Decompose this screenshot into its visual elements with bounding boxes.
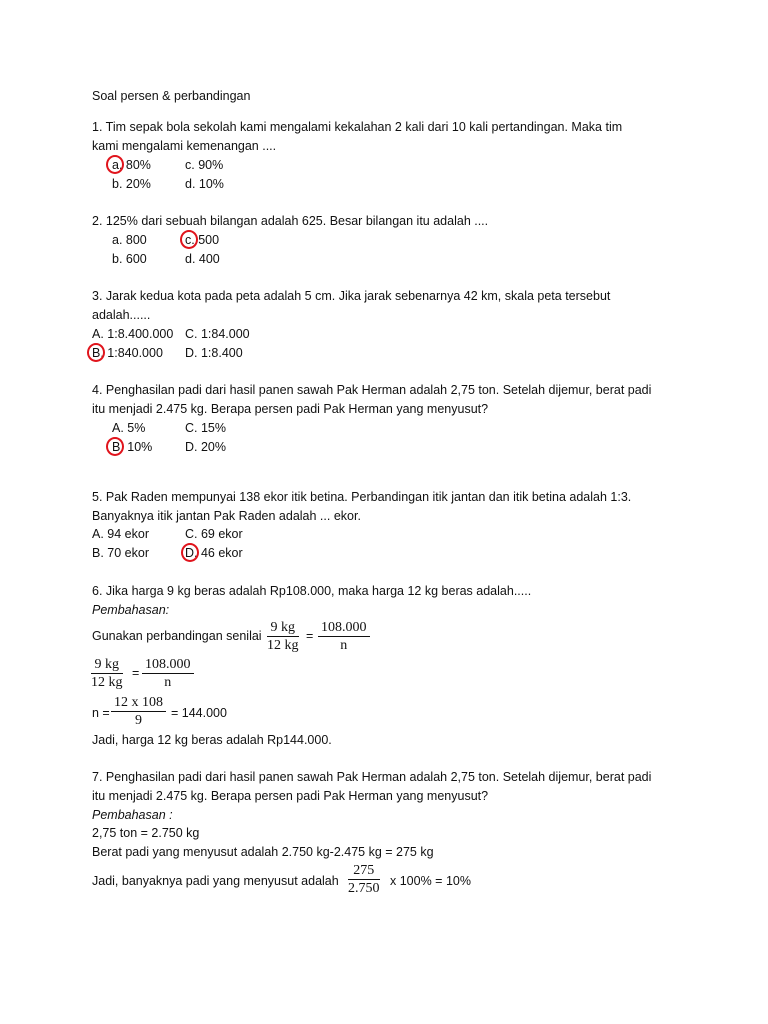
q1-option-c: c. 90%: [185, 158, 224, 172]
q7-conclusion: Jadi, banyaknya padi yang menyusut adalah: [92, 874, 339, 888]
equals-sign: =: [306, 629, 314, 643]
fraction: [111, 694, 166, 729]
fraction-denominator: 9: [135, 713, 142, 728]
q4-option-c: C. 15%: [185, 421, 226, 435]
q1-text-line1: 1. Tim sepak bola sekolah kami mengalami kekalahan 2 kali dari 10 kali pertandingan. Maka tim: [92, 120, 623, 134]
answer-circle-mark: [180, 230, 198, 249]
fraction: [91, 656, 123, 691]
q3-option-d: D. 1:8.400: [185, 346, 243, 360]
q5-text-line2: Banyaknya itik jantan Pak Raden adalah ... ekor.: [92, 509, 361, 523]
q3-option-a: A. 1:8.400.000: [92, 327, 174, 341]
q4-option-b: B. 10%: [112, 440, 153, 454]
q6-text: 6. Jika harga 9 kg beras adalah Rp108.000, maka harga 12 kg beras adalah.....: [92, 584, 532, 598]
answer-circle-mark: [87, 343, 105, 362]
q3-text-line2: adalah......: [92, 308, 151, 322]
q1-option-b: b. 20%: [112, 177, 151, 191]
fraction-numerator: 9 kg: [267, 619, 299, 637]
fraction-numerator: 275: [348, 862, 380, 880]
fraction-denominator: n: [340, 638, 348, 653]
document-title: Soal persen & perbandingan: [92, 89, 251, 103]
fraction-numerator: 108.000: [142, 656, 194, 674]
q3-option-b: B. 1:840.000: [92, 346, 163, 360]
fraction-denominator: n: [164, 675, 172, 690]
q5-text-line1: 5. Pak Raden mempunyai 138 ekor itik betina. Perbandingan itik jantan dan itik betina adalah 1:3.: [92, 490, 632, 504]
fraction-numerator: 12 x 108: [111, 694, 166, 712]
n-result: = 144.000: [171, 706, 227, 720]
q3-option-c: C. 1:84.000: [185, 327, 250, 341]
q4-option-d: D. 20%: [185, 440, 226, 454]
q5-option-b: B. 70 ekor: [92, 546, 149, 560]
q7-step2: Berat padi yang menyusut adalah 2.750 kg-2.475 kg = 275 kg: [92, 845, 434, 859]
fraction: [142, 656, 194, 691]
fraction: [267, 619, 299, 654]
q7-step1: 2,75 ton = 2.750 kg: [92, 826, 200, 840]
q6-method-text: Gunakan perbandingan senilai: [92, 629, 262, 643]
q7-text-line2: itu menjadi 2.475 kg. Berapa persen padi Pak Herman yang menyusut?: [92, 789, 489, 803]
fraction: [348, 862, 380, 897]
fraction-numerator: 108.000: [318, 619, 370, 637]
q5-option-a: A. 94 ekor: [92, 527, 149, 541]
q1-option-a: a. 80%: [112, 158, 151, 172]
q4-text-line1: 4. Penghasilan padi dari hasil panen sawah Pak Herman adalah 2,75 ton. Setelah dijemur, berat padi: [92, 383, 652, 397]
q2-option-d: d. 400: [185, 252, 220, 266]
answer-circle-mark: [106, 437, 124, 456]
n-equals: n =: [92, 706, 110, 720]
fraction-denominator: 12 kg: [91, 675, 123, 690]
q2-option-b: b. 600: [112, 252, 147, 266]
q7-text-line1: 7. Penghasilan padi dari hasil panen sawah Pak Herman adalah 2,75 ton. Setelah dijemur, berat padi: [92, 770, 652, 784]
q5-option-c: C. 69 ekor: [185, 527, 243, 541]
equals-sign: =: [132, 666, 140, 680]
q7-result: x 100% = 10%: [390, 874, 471, 888]
q1-text-line2: kami mengalami kemenangan ....: [92, 139, 277, 153]
q7-discussion-label: Pembahasan :: [92, 808, 173, 822]
fraction-denominator: 12 kg: [267, 638, 299, 653]
q2-option-a: a. 800: [112, 233, 147, 247]
q2-option-c: c. 500: [185, 233, 220, 247]
q5-option-d: D. 46 ekor: [185, 546, 243, 560]
answer-circle-mark: [106, 155, 124, 174]
q6-discussion-label: Pembahasan:: [92, 603, 170, 617]
q4-text-line2: itu menjadi 2.475 kg. Berapa persen padi Pak Herman yang menyusut?: [92, 402, 489, 416]
fraction-denominator: 2.750: [348, 881, 380, 896]
answer-circle-mark: [181, 543, 199, 562]
q3-text-line1: 3. Jarak kedua kota pada peta adalah 5 cm. Jika jarak sebenarnya 42 km, skala peta tersebut: [92, 289, 611, 303]
q2-text-line1: 2. 125% dari sebuah bilangan adalah 625. Besar bilangan itu adalah ....: [92, 214, 489, 228]
q1-option-d: d. 10%: [185, 177, 224, 191]
fraction-numerator: 9 kg: [91, 656, 123, 674]
q6-conclusion: Jadi, harga 12 kg beras adalah Rp144.000.: [92, 733, 332, 747]
q4-option-a: A. 5%: [112, 421, 146, 435]
fraction: [318, 619, 370, 654]
